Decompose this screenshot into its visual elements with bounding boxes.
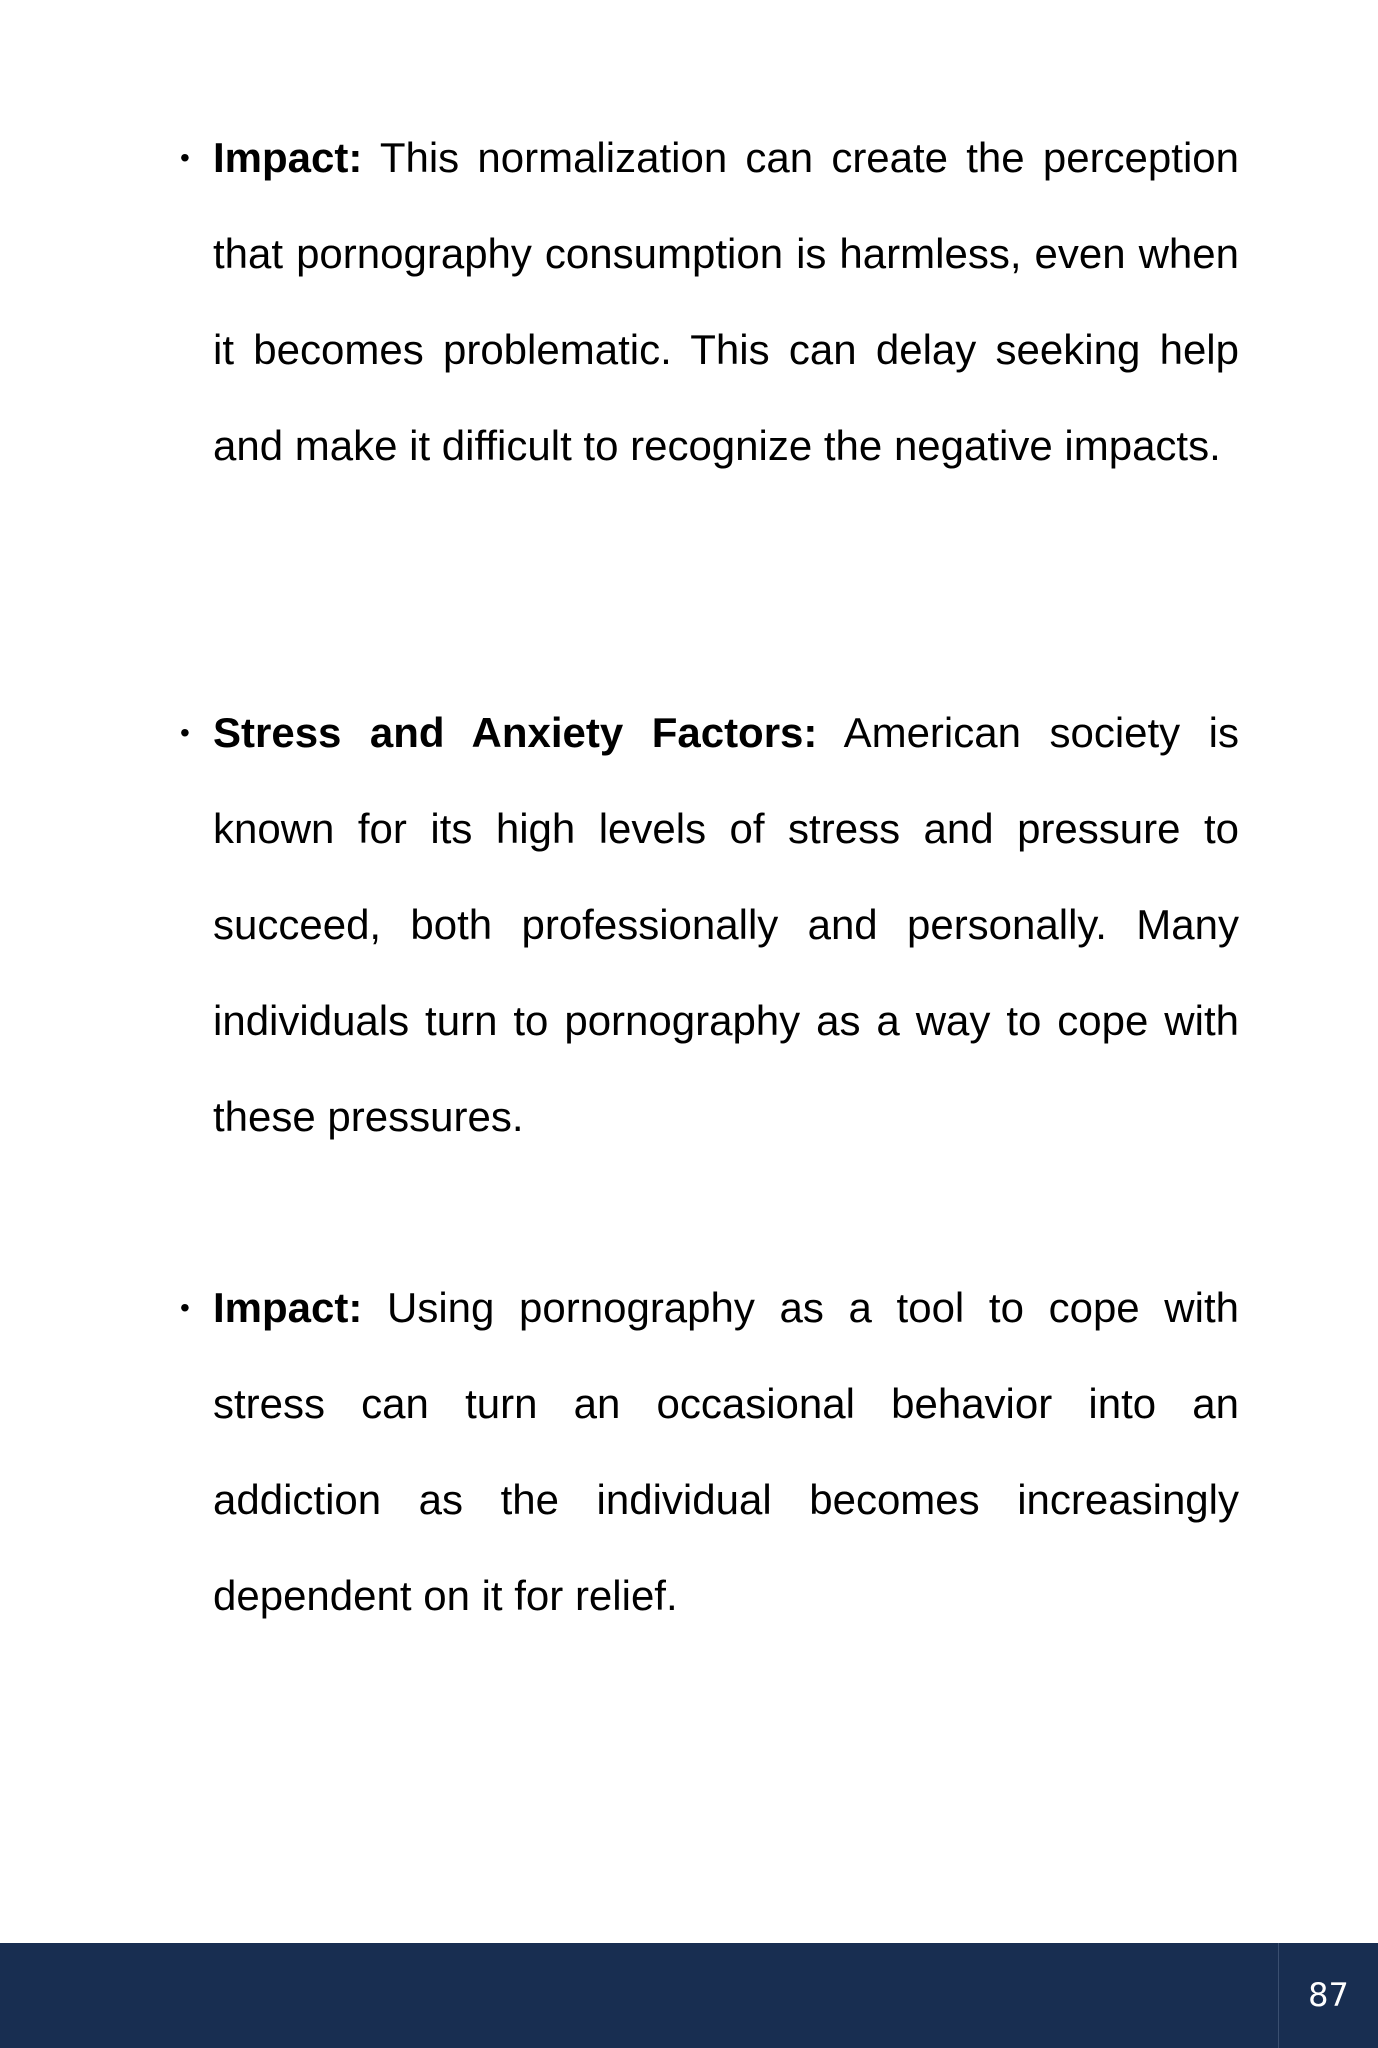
paragraph — [213, 685, 1239, 1165]
item-label: Impact: — [213, 1284, 363, 1331]
bullet-icon: • — [180, 717, 190, 748]
list-item — [180, 1260, 1239, 1644]
bullet-icon: • — [180, 1292, 190, 1323]
bullet-icon: • — [180, 142, 190, 173]
paragraph — [213, 1260, 1239, 1644]
item-label: Stress and Anxiety Factors: — [213, 709, 818, 756]
item-text: Using pornography as a tool to cope with stress can turn an occasional behavior into an addiction as the individual becomes increasingly dependent on it for relief. — [213, 1284, 1239, 1619]
paragraph — [213, 110, 1239, 494]
item-text: American society is known for its high levels of stress and pressure to succeed, both professionally and personally. Many individuals turn to pornography as a way to cope with these pressures. — [213, 709, 1239, 1140]
item-label: Impact: — [213, 134, 363, 181]
page-footer — [0, 1943, 1378, 2048]
item-text: This normalization can create the perception that pornography consumption is harmless, even when it becomes problematic. This can delay seeking help and make it difficult to recognize the negative impacts. — [213, 134, 1239, 469]
list-item — [180, 685, 1239, 1165]
page-number: 87 — [1308, 1976, 1349, 2014]
list-item — [180, 110, 1239, 494]
